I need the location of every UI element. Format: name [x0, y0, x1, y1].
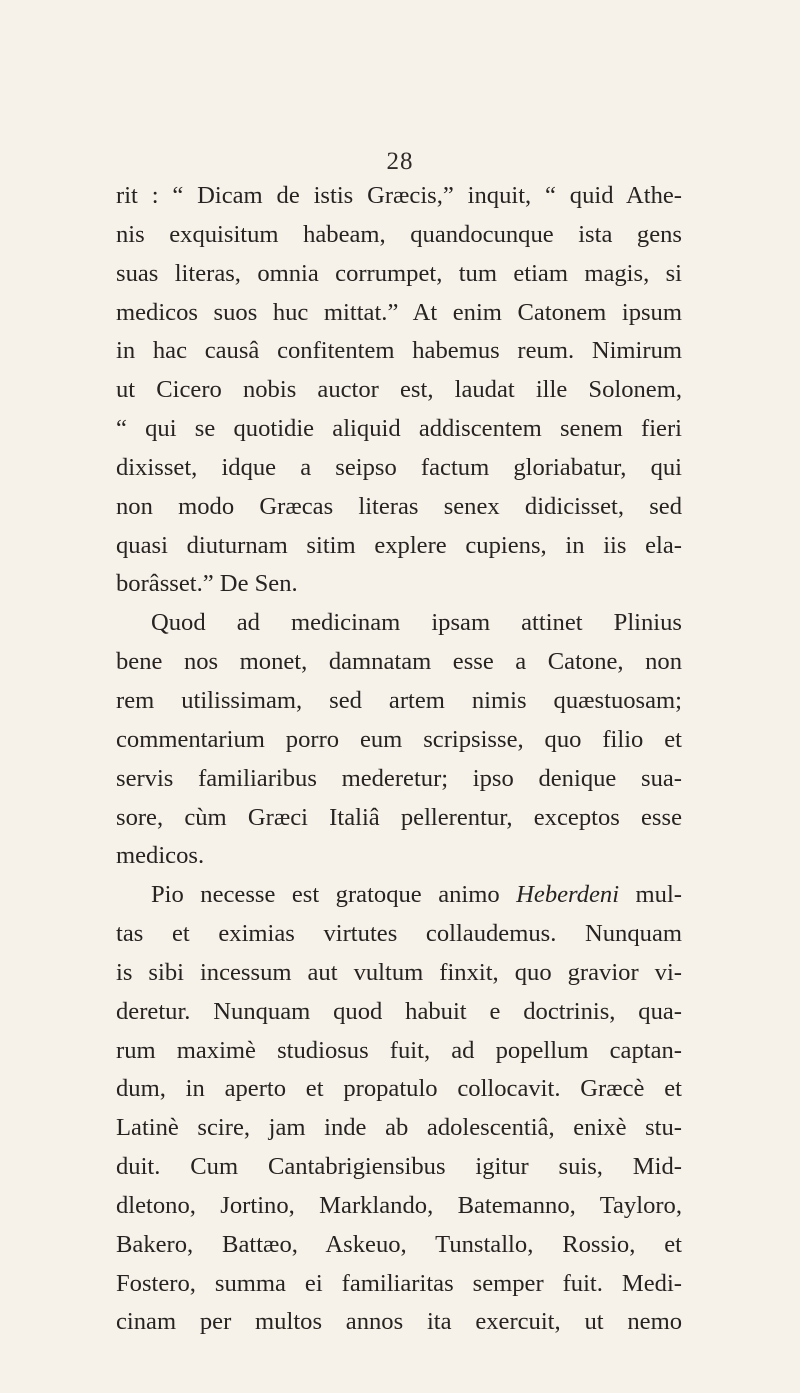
- text-line: commentarium porro eum scripsisse, quo filio et: [116, 725, 682, 753]
- text-line: dletono, Jortino, Marklando, Batemanno, Tayloro,: [116, 1191, 682, 1219]
- text-line: rum maximè studiosus fuit, ad popellum captan-: [116, 1036, 682, 1064]
- text-line: rit : “ Dicam de istis Græcis,” inquit, “ quid Athe-: [116, 182, 682, 209]
- text-line: servis familiaribus mederetur; ipso denique sua-: [116, 764, 682, 792]
- text-line: cinam per multos annos ita exercuit, ut nemo: [116, 1308, 682, 1336]
- text-line: sore, cùm Græci Italiâ pellerentur, exceptos esse: [116, 803, 682, 831]
- text-line: dum, in aperto et propatulo collocavit. Græcè et: [116, 1075, 682, 1103]
- text-line: is sibi incessum aut vultum finxit, quo gravior vi-: [116, 958, 682, 986]
- text-line: bene nos monet, damnatam esse a Catone, non: [116, 648, 682, 676]
- text-line: rem utilissimam, sed artem nimis quæstuosam;: [116, 686, 682, 714]
- text-line: suas literas, omnia corrumpet, tum etiam magis, si: [116, 259, 682, 287]
- text-segment: mul-: [619, 881, 682, 909]
- text-line: Fostero, summa ei familiaritas semper fuit. Medi-: [116, 1269, 682, 1297]
- page-number: 28: [386, 148, 414, 175]
- text-line: ut Cicero nobis auctor est, laudat ille Solonem,: [116, 376, 682, 404]
- text-line: “ qui se quotidie aliquid addiscentem senem fieri: [116, 415, 682, 443]
- text-line: in hac causâ confitentem habemus reum. Nimirum: [116, 337, 682, 365]
- text-line: tas et eximias virtutes collaudemus. Nunquam: [116, 920, 682, 948]
- text-line: nis exquisitum habeam, quandocunque ista gens: [116, 220, 682, 248]
- text-line: medicos.: [116, 842, 205, 870]
- text-line: deretur. Nunquam quod habuit e doctrinis, qua-: [116, 997, 682, 1025]
- text-segment: Pio necesse est gratoque animo: [151, 881, 517, 909]
- italic-name: Heberdeni: [516, 881, 620, 909]
- text-line: non modo Græcas literas senex didicisset, sed: [116, 492, 682, 520]
- text-line: [116, 876, 682, 915]
- text-line: Latinè scire, jam inde ab adolescentiâ, enixè stu-: [116, 1114, 682, 1142]
- text-line: medicos suos huc mittat.” At enim Catonem ipsum: [116, 298, 682, 326]
- text-line: Quod ad medicinam ipsam attinet Plinius: [151, 609, 682, 637]
- body-text: [116, 177, 682, 1342]
- text-line: Bakero, Battæo, Askeuo, Tunstallo, Rossio, et: [116, 1230, 682, 1258]
- text-line: dixisset, idque a seipso factum gloriabatur, qui: [116, 453, 682, 481]
- text-line: duit. Cum Cantabrigiensibus igitur suis, Mid-: [116, 1153, 682, 1181]
- text-line: quasi diuturnam sitim explere cupiens, in iis ela-: [116, 531, 682, 559]
- text-line: borâsset.” De Sen.: [116, 570, 298, 598]
